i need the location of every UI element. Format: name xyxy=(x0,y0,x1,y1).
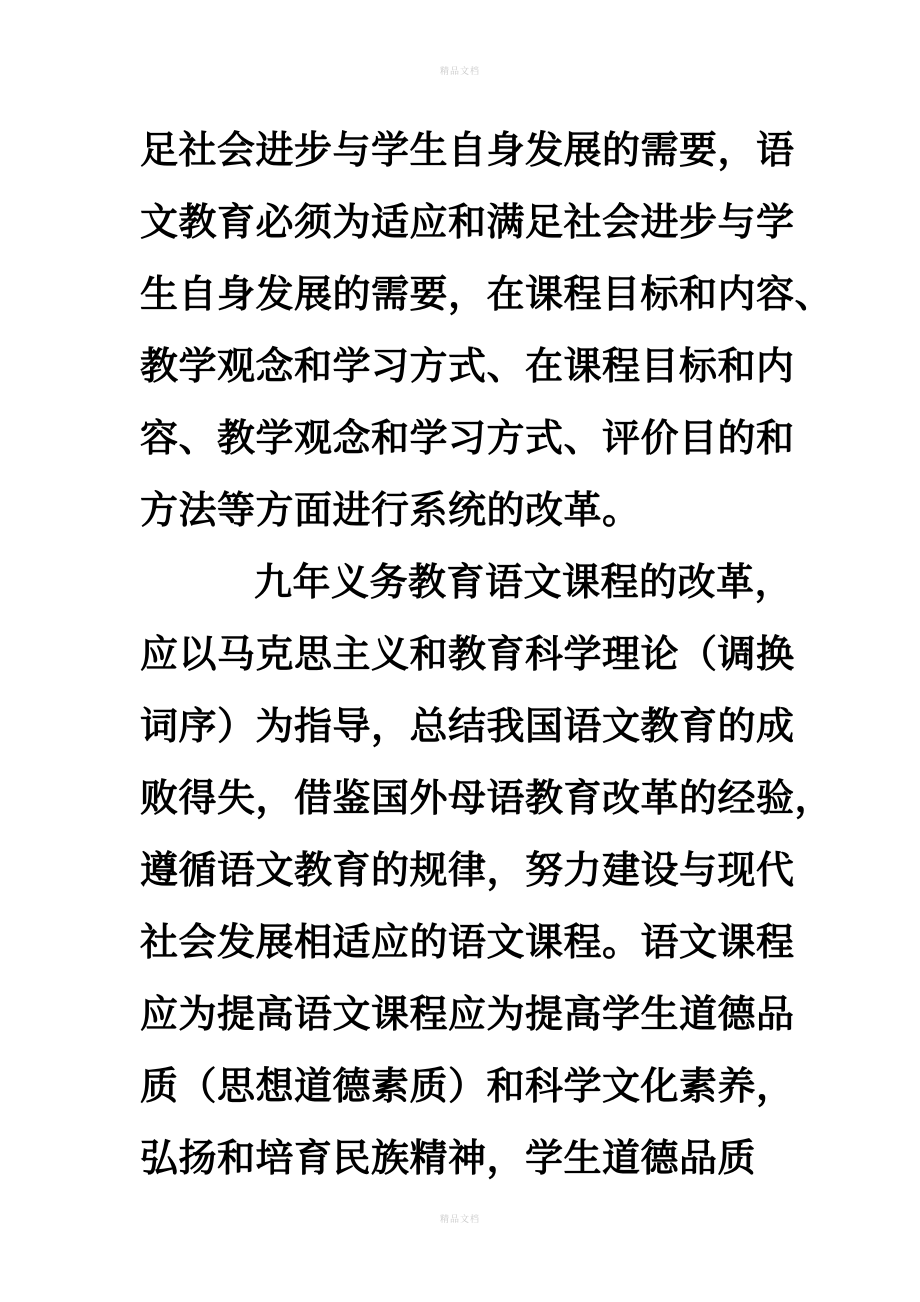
text-line: 教学观念和学习方式、在课程目标和内 xyxy=(140,343,795,388)
text-line: 方法等方面进行系统的改革。 xyxy=(140,487,641,532)
text-line: 足社会进步与学生自身发展的需要，语 xyxy=(140,127,795,172)
text-line: 生自身发展的需要，在课程目标和内容、 xyxy=(140,271,834,316)
paragraph-1 xyxy=(140,114,834,546)
paragraph-2 xyxy=(140,546,834,1194)
text-line: 文教育必须为适应和满足社会进步与学 xyxy=(140,199,795,244)
footer-watermark: 精品文档 xyxy=(439,1215,480,1225)
text-line: 社会发展相适应的语文课程。语文课程 xyxy=(140,919,795,964)
text-line: 遵循语文教育的规律，努力建设与现代 xyxy=(140,847,795,892)
text-line: 容、教学观念和学习方式、评价目的和 xyxy=(140,415,795,460)
text-line: 弘扬和培育民族精神，学生道德品质 xyxy=(140,1135,757,1180)
text-line: 词序）为指导，总结我国语文教育的成 xyxy=(140,703,795,748)
text-line: 应为提高语文课程应为提高学生道德品 xyxy=(140,991,795,1036)
text-line: 九年义务教育语文课程的改革， xyxy=(254,559,794,604)
text-line: 应以马克思主义和教育科学理论（调换 xyxy=(140,631,795,676)
body-text xyxy=(140,114,834,1194)
text-line: 质（思想道德素质）和科学文化素养， xyxy=(140,1063,795,1108)
text-line: 败得失，借鉴国外母语教育改革的经验， xyxy=(140,775,834,820)
header-watermark: 精品文档 xyxy=(439,67,480,77)
